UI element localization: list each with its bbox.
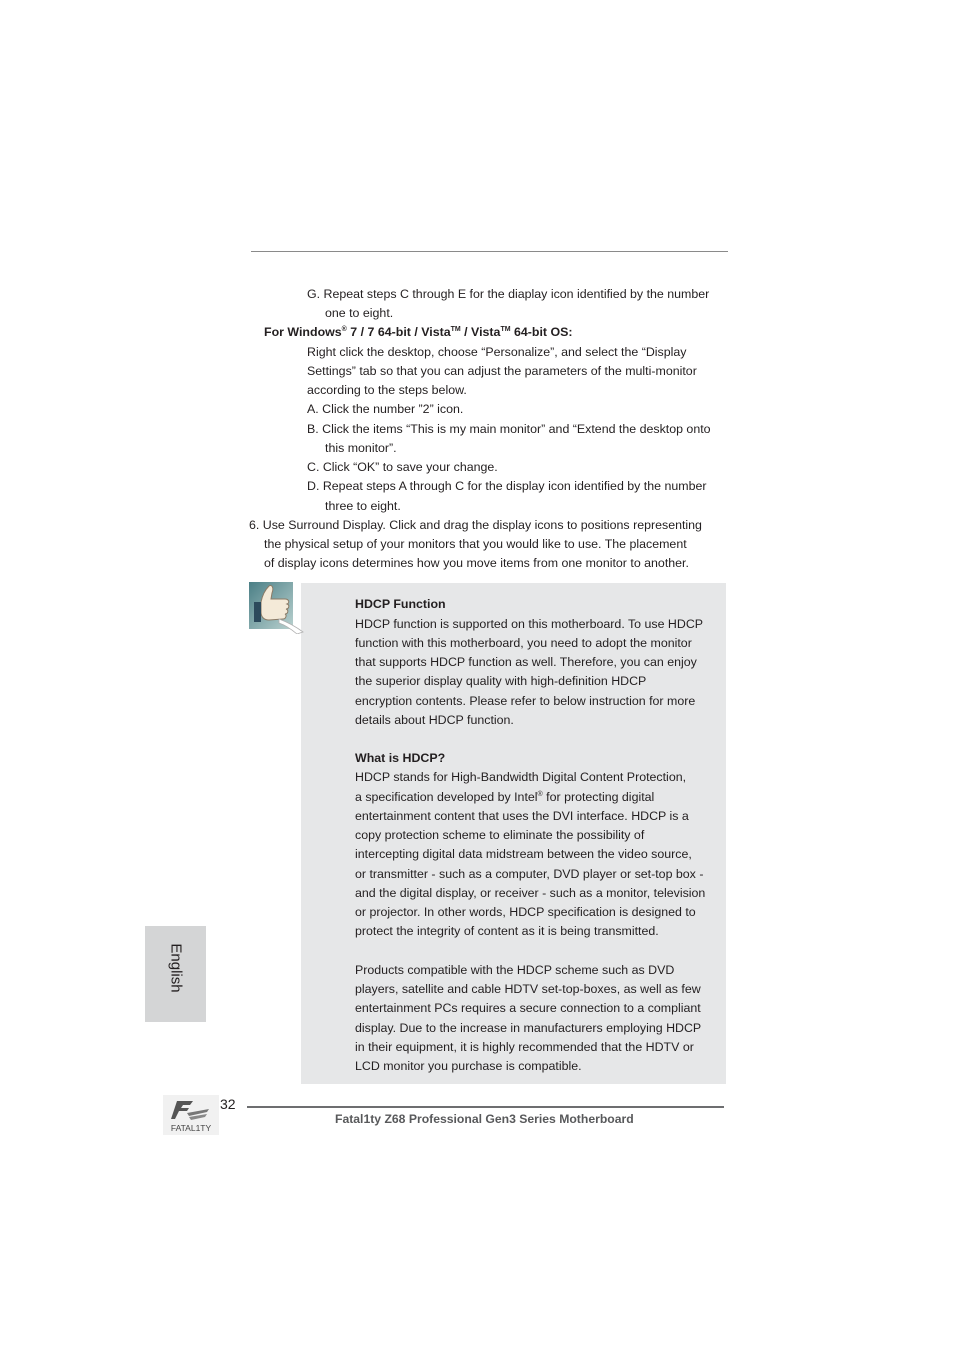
note-p2-line: copy protection scheme to eliminate the possibility of (355, 828, 645, 842)
note-p1-line: the superior display quality with high-definition HDCP (355, 674, 647, 688)
note-p1-line: details about HDCP function. (355, 713, 514, 727)
note-p2-line: intercepting digital data midstream between the video source, (355, 847, 692, 861)
note-p1-line: function with this motherboard, you need to adopt the monitor (355, 636, 692, 650)
step-b-line1: B. Click the items “This is my main monitor” and “Extend the desktop onto (307, 422, 711, 436)
intro-line2: Settings” tab so that you can adjust the parameters of the multi-monitor (307, 364, 697, 378)
note-p3-line: players, satellite and cable HDTV set-top-boxes, as well as few (355, 982, 701, 996)
intro-line1: Right click the desktop, choose “Personalize”, and select the “Display (307, 345, 687, 359)
item6-line1: 6. Use Surround Display. Click and drag the display icons to positions representing (249, 518, 702, 532)
top-rule (251, 251, 728, 252)
note-p2-line: HDCP stands for High-Bandwidth Digital Content Protection, (355, 770, 687, 784)
item6-line2: the physical setup of your monitors that you would like to use. The placement (264, 537, 687, 551)
note-p2-line: and the digital display, or receiver - such as a monitor, television (355, 886, 706, 900)
logo-text: FATAL1TY (170, 1123, 212, 1133)
footer-title: Fatal1ty Z68 Professional Gen3 Series Motherboard (335, 1112, 634, 1126)
step-b-line2: this monitor”. (325, 441, 397, 455)
step-g-line1: G. Repeat steps C through E for the diaplay icon identified by the number (307, 287, 710, 301)
step-g-line2: one to eight. (325, 306, 394, 320)
step-a: A. Click the number ”2” icon. (307, 402, 464, 416)
note-p1-line: encryption contents. Please refer to below instruction for more (355, 694, 696, 708)
thumbs-up-icon (249, 582, 305, 634)
note-p3-line: entertainment PCs requires a secure connection to a compliant (355, 1001, 701, 1015)
language-tab-label: English (167, 943, 185, 993)
note-title-hdcp-function: HDCP Function (355, 597, 446, 611)
note-p3-line: LCD monitor you purchase is compatible. (355, 1059, 582, 1073)
intro-line3: according to the steps below. (307, 383, 467, 397)
note-p1-line: that supports HDCP function as well. Therefore, you can enjoy (355, 655, 697, 669)
fatal1ty-logo (163, 1095, 219, 1135)
note-p2-line: entertainment content that uses the DVI interface. HDCP is a (355, 809, 689, 823)
step-d-line2: three to eight. (325, 499, 401, 513)
note-p2-line: or transmitter - such as a computer, DVD player or set-top box - (355, 867, 704, 881)
os-heading: For Windows® 7 / 7 64-bit / Vista™ / Vista™ 64-bit OS: (264, 325, 573, 339)
step-d-line1: D. Repeat steps A through C for the display icon identified by the number (307, 479, 707, 493)
note-p2-line: or projector. In other words, HDCP specification is designed to (355, 905, 696, 919)
note-p3-line: display. Due to the increase in manufacturers employing HDCP (355, 1021, 702, 1035)
note-p2-line: a specification developed by Intel® for protecting digital (355, 790, 655, 804)
note-p3-line: Products compatible with the HDCP scheme such as DVD (355, 963, 675, 977)
item6-line3: of display icons determines how you move items from one monitor to another. (264, 556, 689, 570)
note-p1-line: HDCP function is supported on this motherboard. To use HDCP (355, 617, 704, 631)
footer-rule (247, 1106, 724, 1108)
note-p3-line: in their equipment, it is highly recommended that the HDTV or (355, 1040, 694, 1054)
page-number: 32 (220, 1096, 236, 1112)
note-title-what-is-hdcp: What is HDCP? (355, 751, 446, 765)
step-c: C. Click “OK” to save your change. (307, 460, 498, 474)
note-p2-line: protect the integrity of content as it is being transmitted. (355, 924, 659, 938)
